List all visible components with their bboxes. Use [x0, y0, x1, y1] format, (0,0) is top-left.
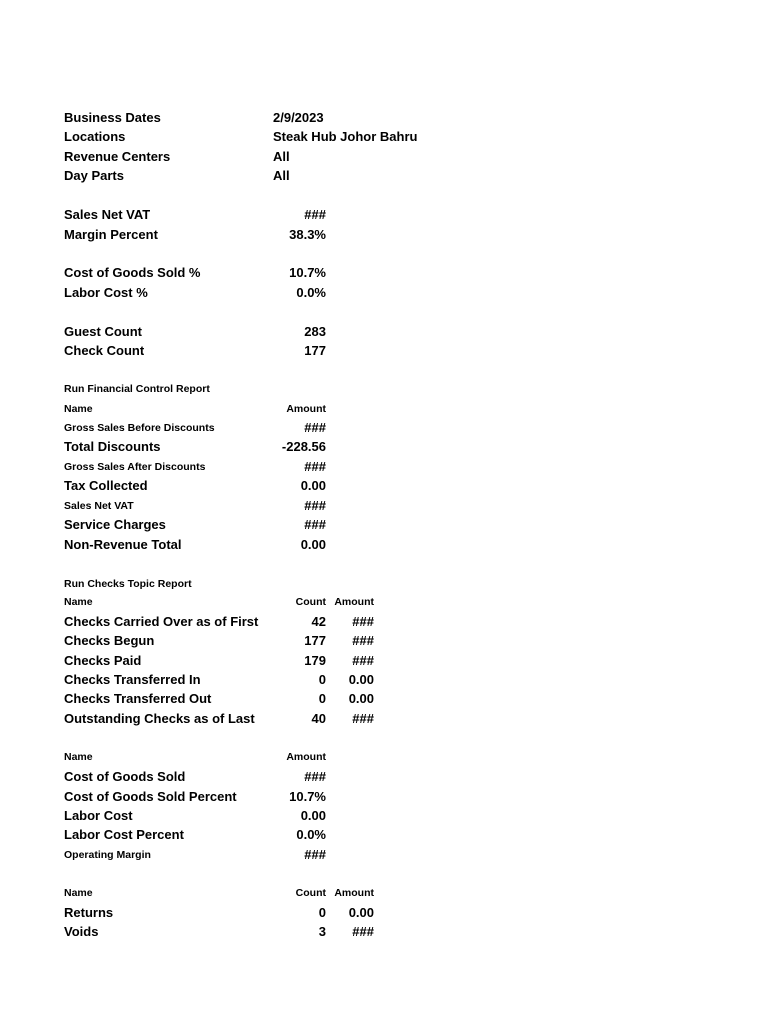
table-row	[64, 768, 444, 786]
revenue-centers-row	[64, 148, 444, 166]
row-amount: 0.0%	[296, 827, 326, 842]
row-label: Service Charges	[64, 517, 166, 532]
row-amount: 0.00	[300, 537, 326, 552]
row-amount: ###	[304, 847, 326, 862]
table-row	[64, 632, 444, 650]
business-dates-row	[64, 109, 444, 127]
row-label: Checks Begun	[64, 633, 155, 648]
table-row	[64, 923, 444, 941]
table-row	[64, 652, 444, 670]
margin-percent-label: Margin Percent	[64, 227, 158, 242]
row-amount: ###	[304, 459, 326, 474]
table-row	[64, 690, 444, 708]
table-row	[64, 536, 444, 554]
row-label: Outstanding Checks as of Last	[64, 711, 255, 726]
checks-topic-title-row	[64, 575, 444, 593]
row-count: 3	[318, 924, 326, 939]
sales-net-vat-value: ###	[304, 207, 326, 222]
row-amount: 10.7%	[289, 789, 326, 804]
margin-percent-value: 38.3%	[289, 227, 326, 242]
column-header-name: Name	[64, 887, 93, 899]
table-row	[64, 904, 444, 922]
row-count: 0	[318, 672, 326, 687]
sales-net-vat-row	[64, 206, 444, 224]
row-amount: ###	[304, 420, 326, 435]
row-amount: ###	[304, 769, 326, 784]
table-row	[64, 477, 444, 495]
table-row	[64, 458, 444, 476]
row-amount: ###	[352, 633, 374, 648]
row-amount: ###	[304, 498, 326, 513]
revenue-centers-value: All	[273, 149, 290, 164]
row-amount: -228.56	[281, 439, 326, 454]
column-header-name: Name	[64, 751, 93, 763]
column-header-amount: Amount	[334, 596, 374, 608]
row-label: Returns	[64, 905, 114, 920]
column-header-name: Name	[64, 403, 93, 415]
locations-value: Steak Hub Johor Bahru	[273, 129, 418, 144]
check-count-value: 177	[304, 343, 326, 358]
column-header-name: Name	[64, 596, 93, 608]
row-count: 177	[304, 633, 326, 648]
row-amount: ###	[352, 614, 374, 629]
margin-percent-row	[64, 226, 444, 244]
day-parts-value: All	[273, 168, 290, 183]
cogs-pct-row	[64, 264, 444, 282]
guest-count-row	[64, 323, 444, 341]
row-amount: 0.00	[300, 808, 326, 823]
table-row	[64, 788, 444, 806]
adjustments-header-row	[64, 884, 444, 902]
column-header-amount: Amount	[334, 887, 374, 899]
row-count: 0	[318, 905, 326, 920]
row-amount: 0.00	[348, 691, 374, 706]
check-count-row	[64, 342, 444, 360]
sales-net-vat-label: Sales Net VAT	[64, 207, 151, 222]
business-dates-value: 2/9/2023	[273, 110, 324, 125]
check-count-label: Check Count	[64, 343, 145, 358]
labor-cost-pct-value: 0.0%	[296, 285, 326, 300]
day-parts-label: Day Parts	[64, 168, 124, 183]
row-label: Checks Paid	[64, 653, 142, 668]
row-count: 0	[318, 691, 326, 706]
row-count: 42	[311, 614, 326, 629]
cost-header-row	[64, 748, 444, 766]
row-label: Labor Cost	[64, 808, 133, 823]
row-amount: ###	[352, 653, 374, 668]
row-amount: 0.00	[348, 672, 374, 687]
row-amount: ###	[304, 517, 326, 532]
row-label: Voids	[64, 924, 99, 939]
table-row	[64, 710, 444, 728]
row-label: Labor Cost Percent	[64, 827, 184, 842]
cogs-pct-label: Cost of Goods Sold %	[64, 265, 201, 280]
business-dates-label: Business Dates	[64, 110, 161, 125]
row-label: Gross Sales After Discounts	[64, 461, 206, 473]
labor-cost-pct-label: Labor Cost %	[64, 285, 148, 300]
column-header-amount: Amount	[286, 751, 326, 763]
table-row	[64, 497, 444, 515]
row-count: 40	[311, 711, 326, 726]
table-row	[64, 419, 444, 437]
checks-topic-header-row	[64, 593, 444, 611]
column-header-amount: Amount	[286, 403, 326, 415]
row-label: Non-Revenue Total	[64, 537, 182, 552]
row-label: Cost of Goods Sold Percent	[64, 789, 237, 804]
row-label: Operating Margin	[64, 849, 151, 861]
row-label: Checks Transferred Out	[64, 691, 212, 706]
revenue-centers-label: Revenue Centers	[64, 149, 171, 164]
column-header-count: Count	[295, 887, 326, 899]
row-amount: 0.00	[348, 905, 374, 920]
table-row	[64, 846, 444, 864]
row-amount: ###	[352, 924, 374, 939]
row-label: Gross Sales Before Discounts	[64, 422, 215, 434]
locations-row	[64, 128, 444, 146]
table-row	[64, 826, 444, 844]
row-count: 179	[304, 653, 326, 668]
row-label: Sales Net VAT	[64, 500, 134, 512]
row-amount: ###	[352, 711, 374, 726]
day-parts-row	[64, 167, 444, 185]
table-row	[64, 516, 444, 534]
cogs-pct-value: 10.7%	[289, 265, 326, 280]
guest-count-label: Guest Count	[64, 324, 142, 339]
column-header-count: Count	[295, 596, 326, 608]
row-label: Checks Transferred In	[64, 672, 201, 687]
table-row	[64, 671, 444, 689]
row-label: Checks Carried Over as of First	[64, 614, 259, 629]
row-label: Cost of Goods Sold	[64, 769, 186, 784]
row-label: Tax Collected	[64, 478, 148, 493]
checks-topic-title: Run Checks Topic Report	[64, 578, 192, 590]
financial-control-title: Run Financial Control Report	[64, 383, 210, 395]
financial-control-header-row	[64, 400, 444, 418]
table-row	[64, 613, 444, 631]
row-amount: 0.00	[300, 478, 326, 493]
financial-control-title-row	[64, 380, 444, 398]
row-label: Total Discounts	[64, 439, 161, 454]
labor-cost-pct-row	[64, 284, 444, 302]
guest-count-value: 283	[304, 324, 326, 339]
table-row	[64, 807, 444, 825]
table-row	[64, 438, 444, 456]
locations-label: Locations	[64, 129, 126, 144]
